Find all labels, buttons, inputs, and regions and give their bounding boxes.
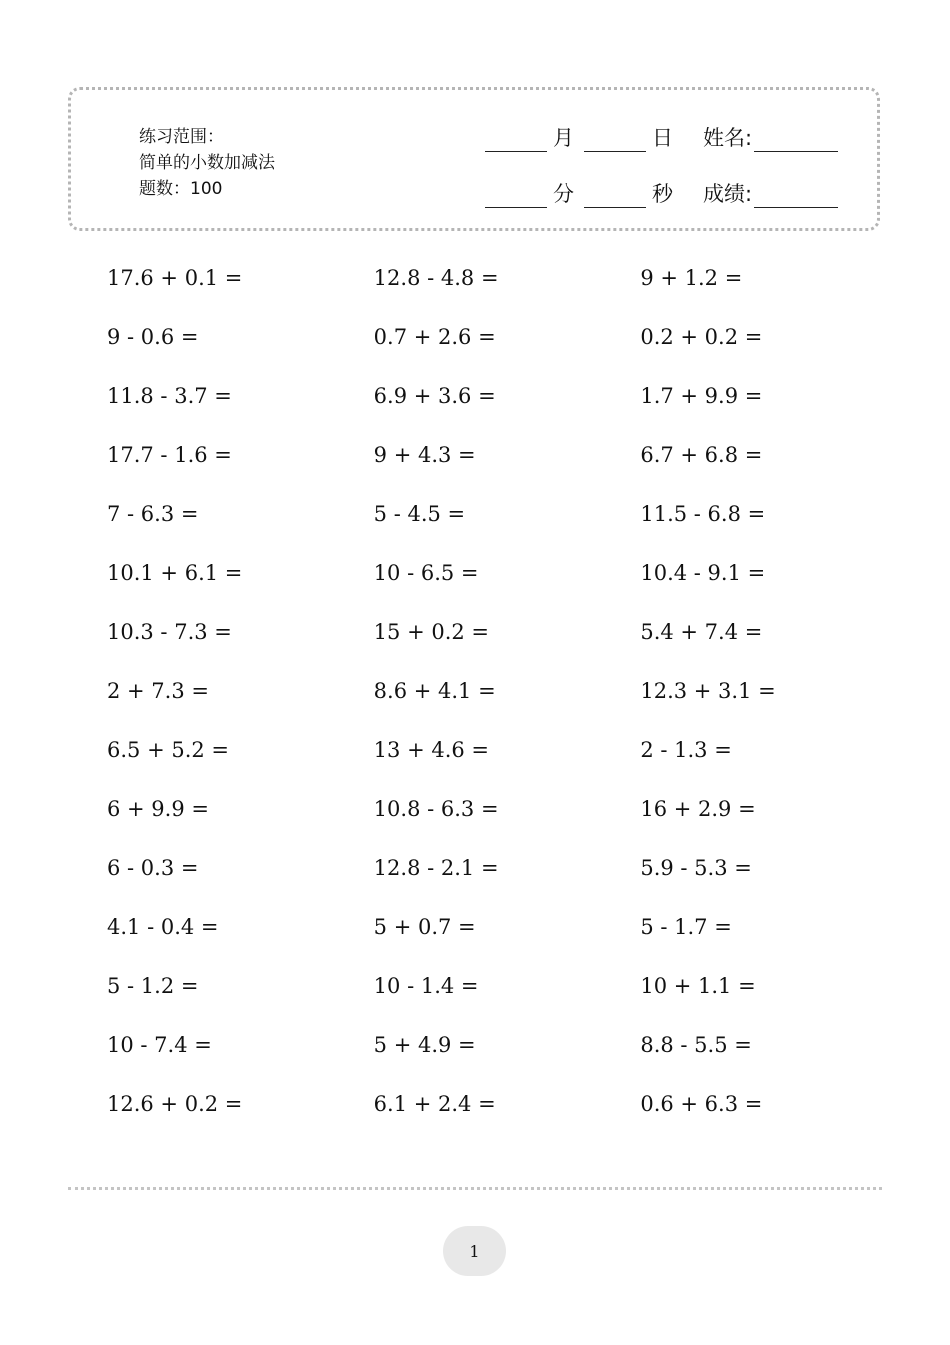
math-problem: 5 - 1.2 = bbox=[107, 973, 199, 998]
problem-count: 题数：100 bbox=[139, 179, 223, 199]
math-problem: 10.8 - 6.3 = bbox=[373, 796, 499, 821]
day-label: 日 bbox=[652, 126, 673, 150]
math-problem: 10 - 6.5 = bbox=[373, 560, 479, 585]
problem-row bbox=[107, 779, 907, 838]
problem-row bbox=[107, 366, 907, 425]
problem-row bbox=[107, 1074, 907, 1133]
math-problem: 10 + 1.1 = bbox=[640, 973, 756, 998]
math-problem: 9 + 4.3 = bbox=[373, 442, 476, 467]
problem-row bbox=[107, 602, 907, 661]
score-blank[interactable] bbox=[754, 183, 838, 208]
minute-label: 分 bbox=[553, 182, 574, 206]
math-problem: 6 - 0.3 = bbox=[107, 855, 199, 880]
math-problem: 10.1 + 6.1 = bbox=[107, 560, 243, 585]
math-problem: 4.1 - 0.4 = bbox=[107, 914, 219, 939]
math-problem: 10 - 7.4 = bbox=[107, 1032, 212, 1057]
score-label: 成绩: bbox=[703, 182, 753, 206]
problem-row bbox=[107, 897, 907, 956]
day-blank[interactable] bbox=[584, 127, 646, 152]
problem-row bbox=[107, 956, 907, 1015]
math-problem: 2 - 1.3 = bbox=[640, 737, 732, 762]
math-problem: 9 - 0.6 = bbox=[107, 324, 199, 349]
math-problem: 6.5 + 5.2 = bbox=[107, 737, 230, 762]
month-label: 月 bbox=[553, 126, 574, 150]
month-blank[interactable] bbox=[485, 127, 547, 152]
math-problem: 6.9 + 3.6 = bbox=[373, 383, 496, 408]
math-problem: 5 - 4.5 = bbox=[373, 501, 466, 526]
second-blank[interactable] bbox=[584, 183, 646, 208]
problem-row bbox=[107, 1015, 907, 1074]
math-problem: 10.4 - 9.1 = bbox=[640, 560, 766, 585]
math-problem: 5 + 4.9 = bbox=[373, 1032, 476, 1057]
math-problem: 8.8 - 5.5 = bbox=[640, 1032, 752, 1057]
math-problem: 10.3 - 7.3 = bbox=[107, 619, 232, 644]
range-label: 练习范围： bbox=[139, 127, 224, 147]
name-label: 姓名: bbox=[703, 126, 753, 150]
page-number: 1 bbox=[443, 1226, 506, 1276]
math-problem: 6 + 9.9 = bbox=[107, 796, 209, 821]
math-problem: 7 - 6.3 = bbox=[107, 501, 199, 526]
math-problem: 8.6 + 4.1 = bbox=[373, 678, 496, 703]
math-problem: 12.8 - 4.8 = bbox=[373, 265, 499, 290]
math-problem: 17.7 - 1.6 = bbox=[107, 442, 232, 467]
math-problem: 12.8 - 2.1 = bbox=[373, 855, 499, 880]
minute-blank[interactable] bbox=[485, 183, 547, 208]
math-problem: 16 + 2.9 = bbox=[640, 796, 756, 821]
problem-row bbox=[107, 661, 907, 720]
problem-row bbox=[107, 720, 907, 779]
math-problem: 5 - 1.7 = bbox=[640, 914, 732, 939]
student-fields bbox=[485, 118, 838, 208]
math-problem: 12.3 + 3.1 = bbox=[640, 678, 776, 703]
date-name-row bbox=[485, 118, 838, 152]
problem-row bbox=[107, 425, 907, 484]
problem-row bbox=[107, 248, 907, 307]
problem-row bbox=[107, 307, 907, 366]
math-problem: 0.2 + 0.2 = bbox=[640, 324, 763, 349]
math-problem: 6.1 + 2.4 = bbox=[373, 1091, 496, 1116]
problem-row bbox=[107, 543, 907, 602]
math-problem: 10 - 1.4 = bbox=[373, 973, 479, 998]
math-problem: 11.5 - 6.8 = bbox=[640, 501, 766, 526]
time-score-row bbox=[485, 174, 838, 208]
worksheet-info bbox=[139, 124, 275, 202]
problem-row bbox=[107, 484, 907, 543]
math-problem: 6.7 + 6.8 = bbox=[640, 442, 763, 467]
math-problem: 0.6 + 6.3 = bbox=[640, 1091, 763, 1116]
second-label: 秒 bbox=[652, 182, 673, 206]
worksheet-header bbox=[68, 87, 880, 231]
math-problem: 5.4 + 7.4 = bbox=[640, 619, 763, 644]
range-value: 简单的小数加减法 bbox=[139, 153, 275, 173]
problem-row bbox=[107, 838, 907, 897]
problem-grid bbox=[107, 248, 907, 1133]
footer-divider bbox=[68, 1187, 882, 1190]
math-problem: 9 + 1.2 = bbox=[640, 265, 743, 290]
math-problem: 15 + 0.2 = bbox=[373, 619, 490, 644]
math-problem: 11.8 - 3.7 = bbox=[107, 383, 232, 408]
math-problem: 1.7 + 9.9 = bbox=[640, 383, 763, 408]
math-problem: 12.6 + 0.2 = bbox=[107, 1091, 243, 1116]
math-problem: 5.9 - 5.3 = bbox=[640, 855, 752, 880]
math-problem: 13 + 4.6 = bbox=[373, 737, 490, 762]
math-problem: 5 + 0.7 = bbox=[373, 914, 476, 939]
math-problem: 2 + 7.3 = bbox=[107, 678, 209, 703]
name-blank[interactable] bbox=[754, 127, 838, 152]
math-problem: 17.6 + 0.1 = bbox=[107, 265, 243, 290]
math-problem: 0.7 + 2.6 = bbox=[373, 324, 496, 349]
